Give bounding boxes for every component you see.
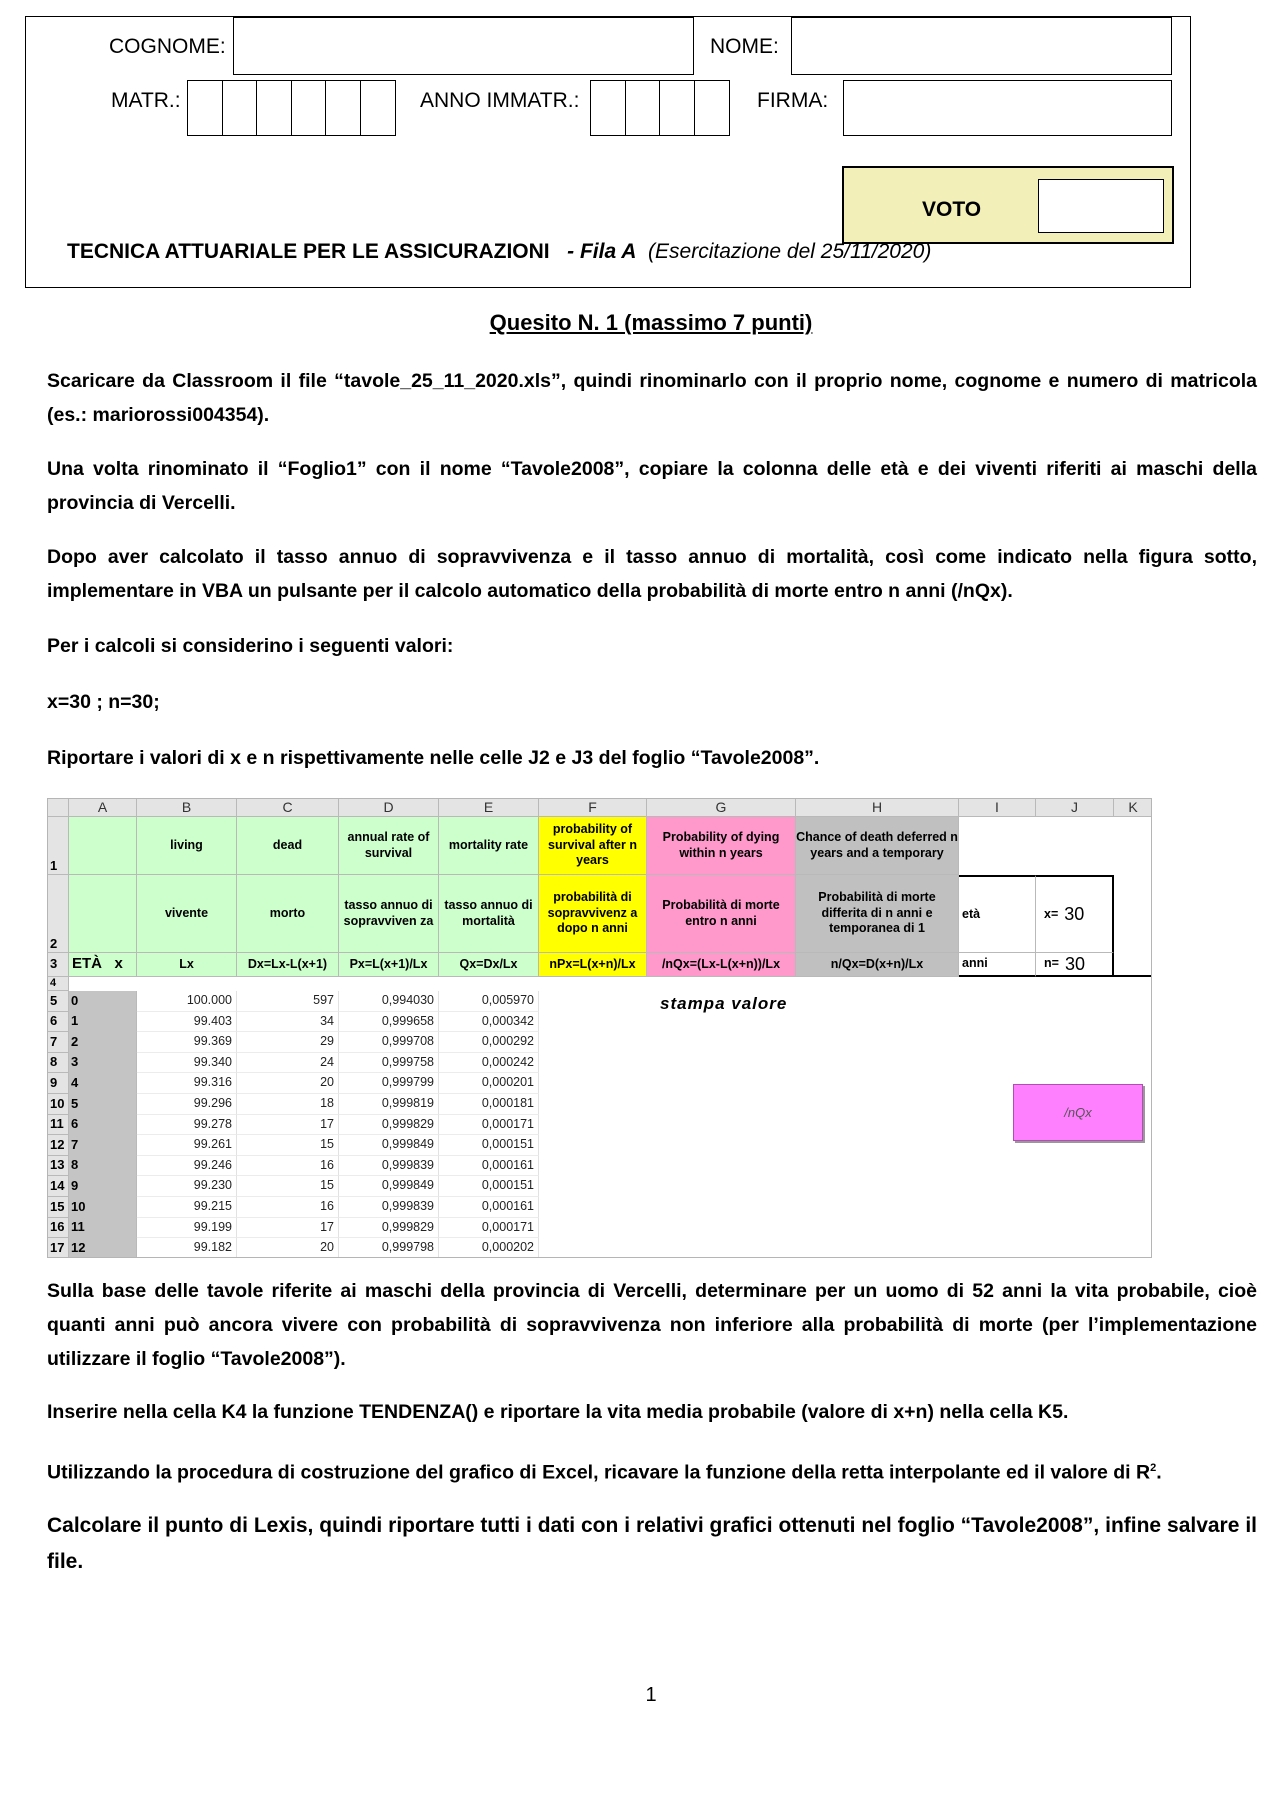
cell-age: 5 (69, 1094, 137, 1115)
cell-px: 0,999798 (339, 1238, 439, 1258)
cell-c1: dead (237, 817, 339, 875)
paragraph-grafico-text: Utilizzando la procedura di costruzione del grafico di Excel, ricavare la funzione della retta interpolante ed il valore di R (47, 1461, 1151, 1484)
cell-e2: tasso annuo di mortalità (439, 875, 539, 953)
paragraph-rename: Una volta rinominato il “Foglio1” con il nome “Tavole2008”, copiare la colonna delle età e dei viventi riferiti ai maschi della provincia di Vercelli. (47, 458, 1257, 514)
row-header: 8 (48, 1053, 69, 1074)
cell-age: 6 (69, 1115, 137, 1136)
cell-g1: Probability of dying within n years (647, 817, 796, 875)
cell-qx: 0,000201 (439, 1073, 539, 1094)
col-header-a: A (69, 799, 137, 817)
matr-label: MATR.: (111, 89, 181, 112)
row-header: 9 (48, 1073, 69, 1094)
cell-lx: 99.403 (137, 1012, 237, 1033)
cell-dx: 29 (237, 1032, 339, 1053)
row-header: 11 (48, 1115, 69, 1136)
spreadsheet-figure (47, 798, 1152, 1258)
cell-px: 0,999758 (339, 1053, 439, 1074)
cell-qx: 0,000161 (439, 1156, 539, 1177)
cell-a1 (69, 817, 137, 875)
cognome-field[interactable] (233, 17, 694, 75)
cell-dx: 24 (237, 1053, 339, 1074)
row-header: 7 (48, 1032, 69, 1053)
cell-qx: 0,000181 (439, 1094, 539, 1115)
cell-qx: 0,000171 (439, 1115, 539, 1136)
cell-age: 7 (69, 1135, 137, 1156)
cell-age: 1 (69, 1012, 137, 1033)
paragraph-tendenza: Inserire nella cella K4 la funzione TENDENZA() e riportare la vita media probabile (valore di x+n) nella cella K5. (47, 1401, 1069, 1423)
quesito-title: Quesito N. 1 (massimo 7 punti) (489, 310, 813, 335)
cell-age: 10 (69, 1197, 137, 1218)
cell-dx: 15 (237, 1135, 339, 1156)
row-header: 12 (48, 1135, 69, 1156)
cell-dx: 18 (237, 1094, 339, 1115)
row-header: 16 (48, 1218, 69, 1239)
cell-qx: 0,000292 (439, 1032, 539, 1053)
cell-c3: Dx=Lx-L(x+1) (237, 953, 339, 977)
fila-label: - Fila A (567, 240, 637, 263)
x-label: x= (1044, 906, 1059, 921)
cell-dx: 16 (237, 1156, 339, 1177)
paragraph-cells: Riportare i valori di x e n rispettivamente nelle celle J2 e J3 del foglio “Tavole2008”. (47, 747, 820, 769)
col-header-j: J (1036, 799, 1114, 817)
row-header: 10 (48, 1094, 69, 1115)
firma-field[interactable] (843, 80, 1172, 136)
col-header-h: H (796, 799, 959, 817)
cell-age: 8 (69, 1156, 137, 1177)
cell-b2: vivente (137, 875, 237, 953)
nqx-button[interactable]: /nQx (1013, 1084, 1143, 1141)
col-header-i: I (959, 799, 1036, 817)
cell-age: 4 (69, 1073, 137, 1094)
row-header: 2 (48, 875, 69, 953)
cell-h1: Chance of death deferred n years and a temporary (796, 817, 959, 875)
paragraph-values: x=30 ; n=30; (47, 691, 160, 713)
voto-box (842, 166, 1174, 244)
row-header: 6 (48, 1012, 69, 1033)
cell-lx: 99.246 (137, 1156, 237, 1177)
row-header: 13 (48, 1156, 69, 1177)
cell-dx: 15 (237, 1176, 339, 1197)
cell-px: 0,999829 (339, 1115, 439, 1136)
esercitazione-date: (Esercitazione del 25/11/2020) (648, 240, 932, 263)
cell-age: 3 (69, 1053, 137, 1074)
cell-px: 0,999839 (339, 1197, 439, 1218)
nome-field[interactable] (791, 17, 1172, 75)
cell-i2: età (959, 875, 1036, 953)
col-header-k: K (1114, 799, 1152, 817)
cell-d1: annual rate of survival (339, 817, 439, 875)
cell-dx: 34 (237, 1012, 339, 1033)
cell-age: 9 (69, 1176, 137, 1197)
col-header-b: B (137, 799, 237, 817)
cell-qx: 0,000161 (439, 1197, 539, 1218)
cell-h2: Probabilità di morte differita di n anni e temporanea di 1 (796, 875, 959, 953)
cell-lx: 99.296 (137, 1094, 237, 1115)
cell-lx: 99.215 (137, 1197, 237, 1218)
cell-k3 (1114, 953, 1152, 977)
anno-immatr-cells[interactable] (590, 80, 728, 136)
cell-px: 0,999819 (339, 1094, 439, 1115)
cell-dx: 20 (237, 1238, 339, 1258)
anno-immatr-label: ANNO IMMATR.: (420, 89, 580, 112)
cell-e1: mortality rate (439, 817, 539, 875)
cell-qx: 0,000151 (439, 1135, 539, 1156)
cell-dx: 17 (237, 1218, 339, 1239)
corner-cell (48, 799, 69, 817)
cell-i3: anni (959, 953, 1036, 977)
cell-f3: nPx=L(x+n)/Lx (539, 953, 647, 977)
cell-b1: living (137, 817, 237, 875)
cell-dx: 17 (237, 1115, 339, 1136)
paragraph-grafico (47, 1451, 1257, 1490)
cell-d2: tasso annuo di sopravviven za (339, 875, 439, 953)
cell-px: 0,994030 (339, 991, 439, 1012)
cell-a3: ETÀ x (69, 953, 137, 977)
paragraph-vita-probabile: Sulla base delle tavole riferite ai maschi della provincia di Vercelli, determinare per un uomo di 52 anni la vita probabile, cioè quanti anni può ancora vivere con probabilità di sopravvivenza non inferiore alla probabilità di morte (per l’implementazione utilizzare il foglio “Tavole2008”). (47, 1280, 1257, 1370)
n-value: 30 (1064, 953, 1085, 974)
col-header-e: E (439, 799, 539, 817)
cell-dx: 16 (237, 1197, 339, 1218)
cell-px: 0,999829 (339, 1218, 439, 1239)
cell-lx: 99.199 (137, 1218, 237, 1239)
cell-qx: 0,000242 (439, 1053, 539, 1074)
cell-age: 11 (69, 1218, 137, 1239)
cell-lx: 100.000 (137, 991, 237, 1012)
cell-qx: 0,000151 (439, 1176, 539, 1197)
cell-d3: Px=L(x+1)/Lx (339, 953, 439, 977)
cell-dx: 20 (237, 1073, 339, 1094)
cell-dx: 597 (237, 991, 339, 1012)
paragraph-grafico-end: . (1156, 1461, 1162, 1484)
cell-px: 0,999839 (339, 1156, 439, 1177)
course-title: TECNICA ATTUARIALE PER LE ASSICURAZIONI (67, 240, 550, 263)
cell-px: 0,999658 (339, 1012, 439, 1033)
cell-lx: 99.369 (137, 1032, 237, 1053)
cell-lx: 99.182 (137, 1238, 237, 1258)
firma-label: FIRMA: (757, 89, 829, 112)
cell-f1: probability of survival after n years (539, 817, 647, 875)
cell-f2: probabilità di sopravvivenz a dopo n anni (539, 875, 647, 953)
row-header: 14 (48, 1176, 69, 1197)
cell-lx: 99.261 (137, 1135, 237, 1156)
cell-age: 0 (69, 991, 137, 1012)
cell-j3[interactable] (1036, 953, 1114, 977)
cell-j2[interactable] (1036, 875, 1114, 953)
voto-field[interactable] (1038, 179, 1164, 233)
cell-px: 0,999849 (339, 1176, 439, 1197)
cell-c2: morto (237, 875, 339, 953)
col-header-d: D (339, 799, 439, 817)
n-label: n= (1044, 956, 1059, 971)
row-header: 17 (48, 1238, 69, 1258)
x-value: 30 (1064, 904, 1085, 925)
cell-lx: 99.230 (137, 1176, 237, 1197)
cell-a2 (69, 875, 137, 953)
matr-cells[interactable] (187, 80, 394, 136)
row-header: 5 (48, 991, 69, 1012)
cell-lx: 99.278 (137, 1115, 237, 1136)
cognome-label: COGNOME: (109, 35, 226, 58)
cell-lx: 99.316 (137, 1073, 237, 1094)
cell-lx: 99.340 (137, 1053, 237, 1074)
cell-g3: /nQx=(Lx-L(x+n))/Lx (647, 953, 796, 977)
paragraph-values-intro: Per i calcoli si considerino i seguenti valori: (47, 635, 454, 657)
cell-age: 12 (69, 1238, 137, 1258)
voto-label: VOTO (922, 198, 982, 221)
cell-qx: 0,000202 (439, 1238, 539, 1258)
col-header-f: F (539, 799, 647, 817)
page-number: 1 (645, 1684, 657, 1706)
superscript-two: 2 (1150, 1462, 1157, 1474)
cell-h3: n/Qx=D(x+n)/Lx (796, 953, 959, 977)
cell-b3: Lx (137, 953, 237, 977)
paragraph-lexis: Calcolare il punto di Lexis, quindi riportare tutti i dati con i relativi grafici ottenuti nel foglio “Tavole2008”, infine salvare il file. (47, 1514, 1257, 1573)
cell-e3: Qx=Dx/Lx (439, 953, 539, 977)
paragraph-vba: Dopo aver calcolato il tasso annuo di sopravvivenza e il tasso annuo di mortalità, così come indicato nella figura sotto, implementare in VBA un pulsante per il calcolo automatico della probabilità di morte entro n anni (/nQx). (47, 546, 1257, 602)
paragraph-download: Scaricare da Classroom il file “tavole_25_11_2020.xls”, quindi rinominarlo con il proprio nome, cognome e numero di matricola (es.: mariorossi004354). (47, 370, 1257, 426)
course-line (67, 240, 931, 264)
nome-label: NOME: (710, 35, 779, 58)
row-header: 3 (48, 953, 69, 977)
col-header-c: C (237, 799, 339, 817)
row-header: 4 (48, 977, 69, 991)
row-header: 1 (48, 817, 69, 875)
cell-qx: 0,000171 (439, 1218, 539, 1239)
col-header-g: G (647, 799, 796, 817)
cell-px: 0,999708 (339, 1032, 439, 1053)
cell-px: 0,999849 (339, 1135, 439, 1156)
cell-qx: 0,000342 (439, 1012, 539, 1033)
cell-g2: Probabilità di morte entro n anni (647, 875, 796, 953)
row-header: 15 (48, 1197, 69, 1218)
cell-age: 2 (69, 1032, 137, 1053)
cell-px: 0,999799 (339, 1073, 439, 1094)
stampa-valore-text: stampa valore (660, 994, 788, 1013)
cell-qx: 0,005970 (439, 991, 539, 1012)
